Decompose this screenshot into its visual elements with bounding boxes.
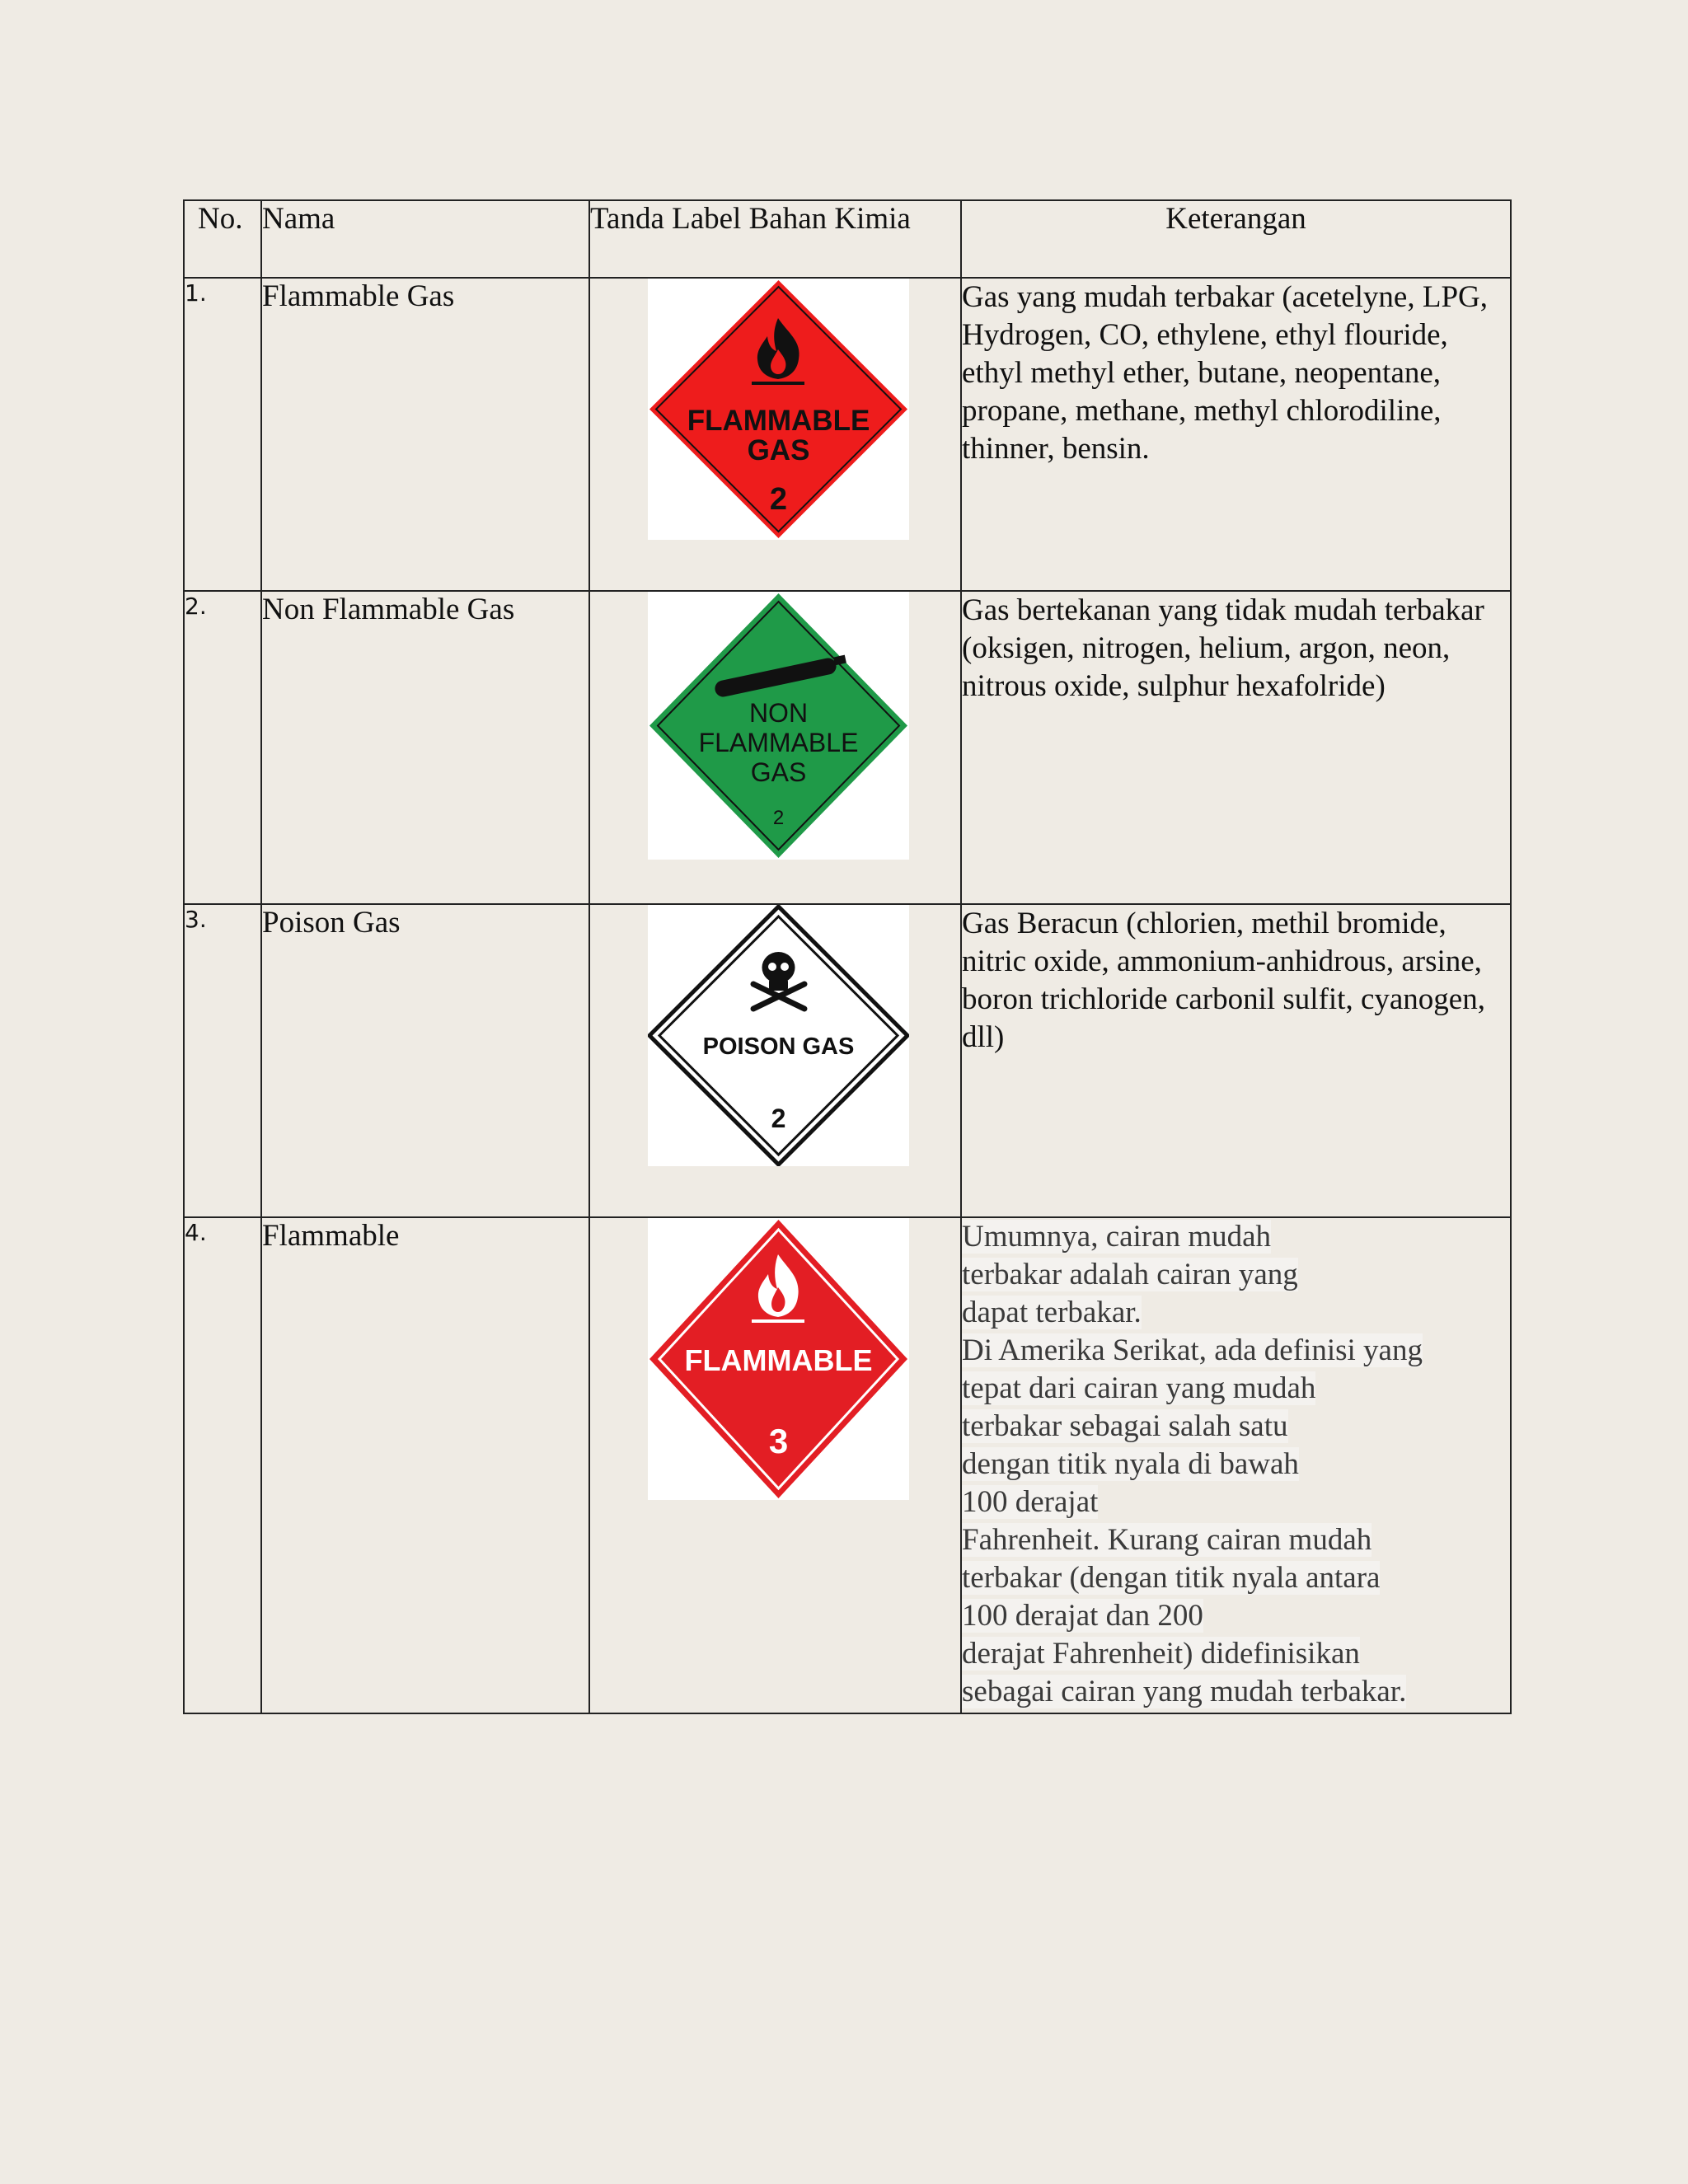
poison-gas-label [648,905,909,1166]
label-cell [589,278,961,591]
row-name: Flammable [261,1217,589,1713]
row-number: 1. [184,278,261,591]
label-line2: FLAMMABLE [698,728,859,757]
table-row [184,591,1511,904]
hazard-diamond [648,279,909,540]
label-class-number: 2 [771,1104,786,1133]
header-nama: Nama [261,200,589,278]
label-class-number: 2 [769,482,788,517]
description-line: terbakar (dengan titik nyala antara [962,1561,1381,1595]
description-line: Fahrenheit. Kurang cairan mudah [962,1523,1372,1557]
header-no: No. [184,200,261,278]
label-line1: FLAMMABLE [684,1343,873,1377]
label-line1: POISON GAS [702,1033,855,1060]
hazard-diamond [648,1218,909,1500]
row-number: 2. [184,591,261,904]
description-line: terbakar sebagai salah satu [962,1409,1288,1443]
flammable-gas-label [648,279,909,540]
table-row [184,278,1511,591]
header-tanda: Tanda Label Bahan Kimia [589,200,961,278]
label-line2: GAS [747,434,810,466]
header-keterangan: Keterangan [961,200,1511,278]
table-row [184,904,1511,1217]
description-line: sebagai cairan yang mudah terbakar. [962,1675,1407,1708]
row-description [961,1217,1511,1713]
row-number: 3. [184,904,261,1217]
row-name: Flammable Gas [261,278,589,591]
description-line: dapat terbakar. [962,1296,1142,1329]
flammable-liquid-label [648,1218,909,1500]
label-cell [589,904,961,1217]
label-cell [589,591,961,904]
description-line: dengan titik nyala di bawah [962,1447,1299,1481]
hazard-diamond [648,905,909,1166]
row-description: Gas bertekanan yang tidak mudah terbakar (oksigen, nitrogen, helium, argon, neon, nitrous oxide, sulphur hexafolride) [961,591,1511,904]
label-line1: NON [748,698,809,728]
label-cell [589,1217,961,1713]
description-line: terbakar adalah cairan yang [962,1258,1298,1291]
label-line3: GAS [750,757,807,787]
chemical-label-table [183,199,1512,1714]
hazard-diamond [648,592,909,860]
description-line: 100 derajat [962,1485,1099,1519]
row-number: 4. [184,1217,261,1713]
label-class-number: 2 [772,807,785,829]
description-line: Umumnya, cairan mudah [962,1220,1272,1254]
row-name: Non Flammable Gas [261,591,589,904]
label-line1: FLAMMABLE [687,405,870,437]
table-row [184,1217,1511,1713]
non-flammable-gas-label [648,592,909,860]
description-line: Di Amerika Serikat, ada definisi yang [962,1333,1423,1367]
row-description: Gas Beracun (chlorien, methil bromide, nitric oxide, ammonium-anhidrous, arsine, boron trichloride carbonil sulfit, cyanogen, dll) [961,904,1511,1217]
table-header-row [184,200,1511,278]
description-line: tepat dari cairan yang mudah [962,1371,1316,1405]
row-name: Poison Gas [261,904,589,1217]
label-class-number: 3 [768,1422,789,1460]
description-line: derajat Fahrenheit) didefinisikan [962,1637,1360,1671]
description-line: 100 derajat dan 200 [962,1599,1203,1633]
row-description: Gas yang mudah terbakar (acetelyne, LPG, Hydrogen, CO, ethylene, ethyl flouride, ethyl methyl ether, butane, neopentane, propane, methane, methyl chlorodiline, thinner, bensin. [961,278,1511,591]
